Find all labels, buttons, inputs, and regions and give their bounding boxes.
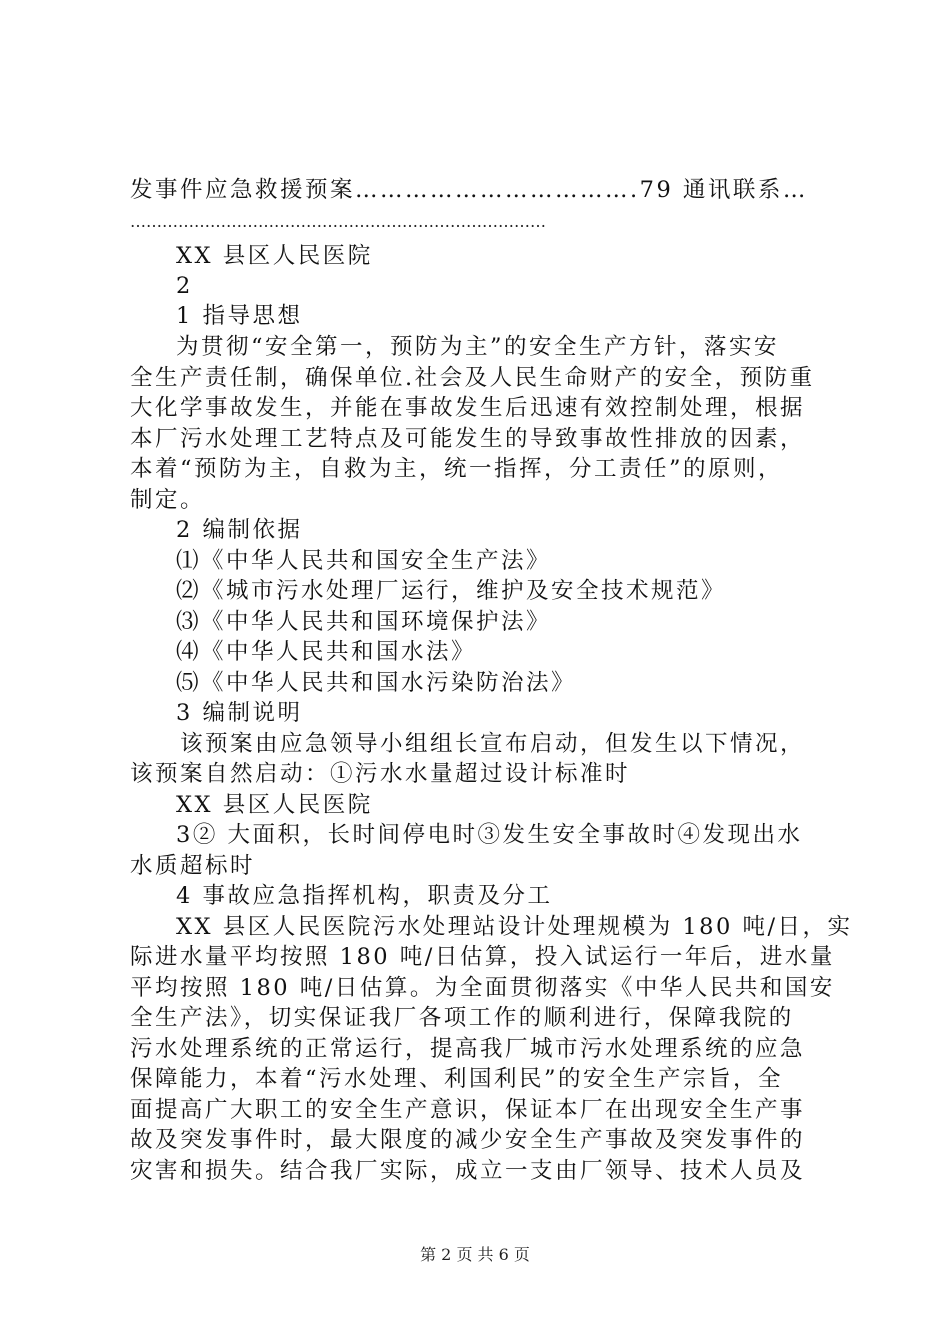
reference-item: ⑸《中华人民共和国水污染防治法》: [176, 670, 577, 696]
reference-item: ⑴《中华人民共和国安全生产法》: [176, 548, 552, 574]
paragraph-line: 本厂污水处理工艺特点及可能发生的导致事故性排放的因素，: [130, 426, 806, 452]
reference-item: ⑵《城市污水处理厂运行，维护及安全技术规范》: [176, 578, 727, 604]
paragraph-line: 污水处理系统的正常运行，提高我厂城市污水处理系统的应急: [130, 1036, 806, 1062]
paragraph-line: XX 县区人民医院污水处理站设计处理规模为 180 吨/日，实: [176, 914, 853, 940]
reference-item: ⑷《中华人民共和国水法》: [176, 639, 477, 665]
paragraph-line: 为贯彻“安全第一，预防为主”的安全生产方针，落实安: [176, 334, 780, 360]
paragraph-line: 该预案由应急领导小组组长宣布启动，但发生以下情况，: [180, 731, 806, 757]
section-heading-1: 1 指导思想: [176, 303, 303, 329]
paragraph-line: 3② 大面积，长时间停电时③发生安全事故时④发现出水: [176, 822, 803, 848]
paragraph-line: 本着“预防为主，自救为主，统一指挥，分工责任”的原则，: [130, 456, 784, 482]
paragraph-line: 全生产责任制，确保单位.社会及人民生命财产的安全，预防重: [130, 365, 815, 391]
page-footer: 第 2 页 共 6 页: [420, 1245, 530, 1264]
paragraph-line: 保障能力，本着“污水处理、利国利民”的安全生产宗旨，全: [130, 1066, 784, 1092]
paragraph-line: 水质超标时: [130, 853, 256, 879]
section-heading-3: 3 编制说明: [176, 700, 303, 726]
section-heading-2: 2 编制依据: [176, 517, 303, 543]
header-hospital-name: XX 县区人民医院: [176, 792, 373, 818]
reference-item: ⑶《中华人民共和国环境保护法》: [176, 609, 552, 635]
toc-line: 发事件应急救援预案…………………………….79 通讯联系…: [130, 177, 808, 203]
paragraph-line: 平均按照 180 吨/日估算。为全面贯彻落实《中华人民共和国安: [130, 975, 835, 1001]
paragraph-line: 该预案自然启动：①污水水量超过设计标准时: [130, 761, 631, 787]
section-heading-4: 4 事故应急指挥机构，职责及分工: [176, 883, 553, 909]
paragraph-line: 故及突发事件时，最大限度的减少安全生产事故及突发事件的: [130, 1127, 806, 1153]
header-hospital-name: XX 县区人民医院: [176, 243, 373, 269]
page-number-text: 2: [176, 273, 193, 299]
paragraph-line: 面提高广大职工的安全生产意识，保证本厂在出现安全生产事: [130, 1097, 806, 1123]
paragraph-line: 全生产法》，切实保证我厂各项工作的顺利进行，保障我院的: [130, 1005, 794, 1031]
paragraph-line: 制定。: [130, 487, 206, 513]
paragraph-line: 大化学事故发生，并能在事故发生后迅速有效控制处理，根据: [130, 395, 806, 421]
paragraph-line: 灾害和损失。结合我厂实际，成立一支由厂领导、技术人员及: [130, 1158, 806, 1184]
paragraph-line: 际进水量平均按照 180 吨/日估算，投入试运行一年后，进水量: [130, 944, 835, 970]
toc-leader-line: ……………………………………………………………………: [130, 212, 546, 231]
